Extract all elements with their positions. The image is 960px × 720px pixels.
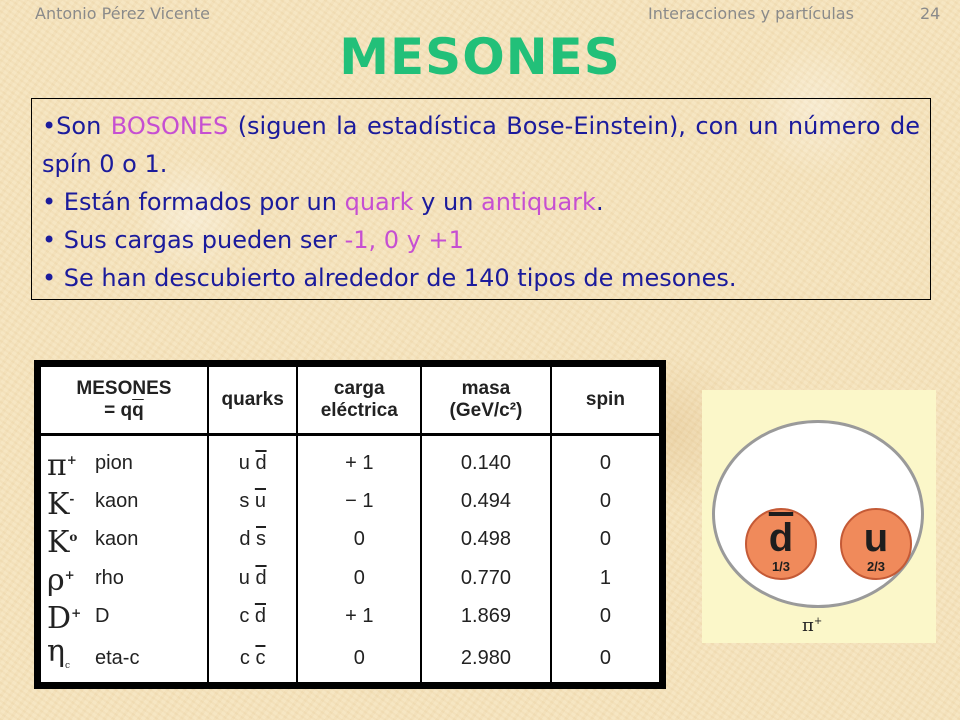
bullet-1 <box>42 107 920 183</box>
mesons-table <box>41 367 659 682</box>
col-header-carga-line1: carga <box>333 378 385 399</box>
header-author: Antonio Pérez Vicente <box>35 4 211 23</box>
meson-symbol: $K^o$ <box>47 524 78 560</box>
col-header-carga-line2: eléctrica <box>320 400 398 421</box>
header-section: Interacciones y partículas <box>648 4 854 23</box>
mass-value: 2.980 <box>421 635 551 682</box>
bullet-2-end: . <box>595 188 604 216</box>
meson-circle <box>712 420 924 608</box>
bullet-2-start: • Están formados por un <box>42 188 345 216</box>
mass-value: 0.498 <box>421 521 551 559</box>
meson-name: kaon <box>95 490 139 513</box>
meson-cell <box>41 635 208 682</box>
mass-value: 1.869 <box>421 597 551 635</box>
col-header-mesones <box>41 367 208 435</box>
meson-cell <box>41 559 208 597</box>
spin-value: 0 <box>599 490 611 513</box>
bullet-1-start: •Son <box>42 112 111 140</box>
mesons-table-panel <box>40 366 660 683</box>
quark-content: s $\overline{u}$ <box>208 483 298 521</box>
charge-value: 0 <box>297 521 421 559</box>
meson-cell <box>41 521 208 559</box>
col-header-quarks <box>208 367 298 435</box>
bullet-2-mid: y un <box>413 188 482 216</box>
col-header-mesones-antiquark: $\overline{q}$ <box>132 400 144 421</box>
col-header-spin <box>551 367 659 435</box>
table-row <box>41 559 659 597</box>
quark-u-letter: u <box>863 516 889 560</box>
meson-symbol: π+ <box>47 448 77 484</box>
meson-symbol: $\eta_c$ <box>47 633 71 671</box>
bullet-2-antiquark: antiquark <box>481 188 596 216</box>
pion-label: π+ <box>802 615 823 636</box>
meson-symbol: K- <box>47 486 75 522</box>
meson-symbol: D+ <box>47 601 82 637</box>
bullet-4 <box>42 259 920 297</box>
mesons-table-frame <box>34 360 666 689</box>
meson-name: D <box>95 604 110 627</box>
meson-cell <box>41 597 208 635</box>
bullet-1-highlight: BOSONES <box>110 112 229 140</box>
mass-value: 0.494 <box>421 483 551 521</box>
bullet-3 <box>42 221 920 259</box>
col-header-masa-line2: (GeV/c²) <box>449 400 523 421</box>
table-row <box>41 635 659 682</box>
bullet-2 <box>42 183 920 221</box>
bullet-4-text: • Se han descubierto alrededor de 140 tipos de mesones. <box>42 264 737 292</box>
col-header-carga <box>297 367 421 435</box>
meson-name: rho <box>95 566 124 589</box>
meson-cell <box>41 435 208 483</box>
table-header-row <box>41 367 659 435</box>
table-row <box>41 435 659 483</box>
spin-value: 0 <box>599 528 611 551</box>
table-row <box>41 521 659 559</box>
quark-content: u $\overline{d}$ <box>208 435 298 483</box>
mass-value: 0.140 <box>421 435 551 483</box>
antiquark-d-charge: 1/3 <box>771 559 791 574</box>
meson-cell <box>41 483 208 521</box>
charge-value: 0 <box>297 559 421 597</box>
bullet-box <box>31 98 931 300</box>
quark-content: c $\overline{d}$ <box>208 597 298 635</box>
antiquark-d <box>745 508 817 580</box>
bullet-3-charges: -1, 0 y +1 <box>344 226 464 254</box>
table-row <box>41 483 659 521</box>
charge-value: − 1 <box>297 483 421 521</box>
col-header-mesones-line2: = q <box>104 400 133 421</box>
spin-value: 0 <box>599 604 611 627</box>
quark-u-charge: 2/3 <box>866 559 886 574</box>
spin-value: 0 <box>599 451 611 474</box>
bullet-3-start: • Sus cargas pueden ser <box>42 226 345 254</box>
charge-value: + 1 <box>297 435 421 483</box>
quark-content: c $\overline{c}$ <box>208 635 298 682</box>
col-header-masa-line1: masa <box>461 378 511 399</box>
col-header-mesones-line1: MESONES <box>76 378 172 399</box>
quark-u <box>840 508 912 580</box>
meson-symbol: ρ+ <box>47 563 75 599</box>
bullet-2-quark: quark <box>344 188 414 216</box>
slide-title: MESONES <box>339 28 621 86</box>
charge-value: + 1 <box>297 597 421 635</box>
bullet-1-end: (siguen la estadística Bose-Einstein), con un número de spín 0 o 1. <box>42 112 920 178</box>
meson-name: eta-c <box>95 647 140 670</box>
col-header-spin-label: spin <box>585 389 625 410</box>
charge-value: 0 <box>297 635 421 682</box>
quark-content: d $\overline{s}$ <box>208 521 298 559</box>
meson-name: kaon <box>95 528 139 551</box>
quark-content: u $\overline{d}$ <box>208 559 298 597</box>
col-header-masa <box>421 367 551 435</box>
mass-value: 0.770 <box>421 559 551 597</box>
table-row <box>41 597 659 635</box>
antiquark-d-letter: $\overline{d}$ <box>768 516 794 560</box>
spin-value: 0 <box>599 647 611 670</box>
pion-diagram <box>702 390 936 643</box>
col-header-quarks-label: quarks <box>221 389 284 410</box>
spin-value: 1 <box>599 566 611 589</box>
page-number: 24 <box>920 4 941 23</box>
meson-name: pion <box>95 451 133 474</box>
